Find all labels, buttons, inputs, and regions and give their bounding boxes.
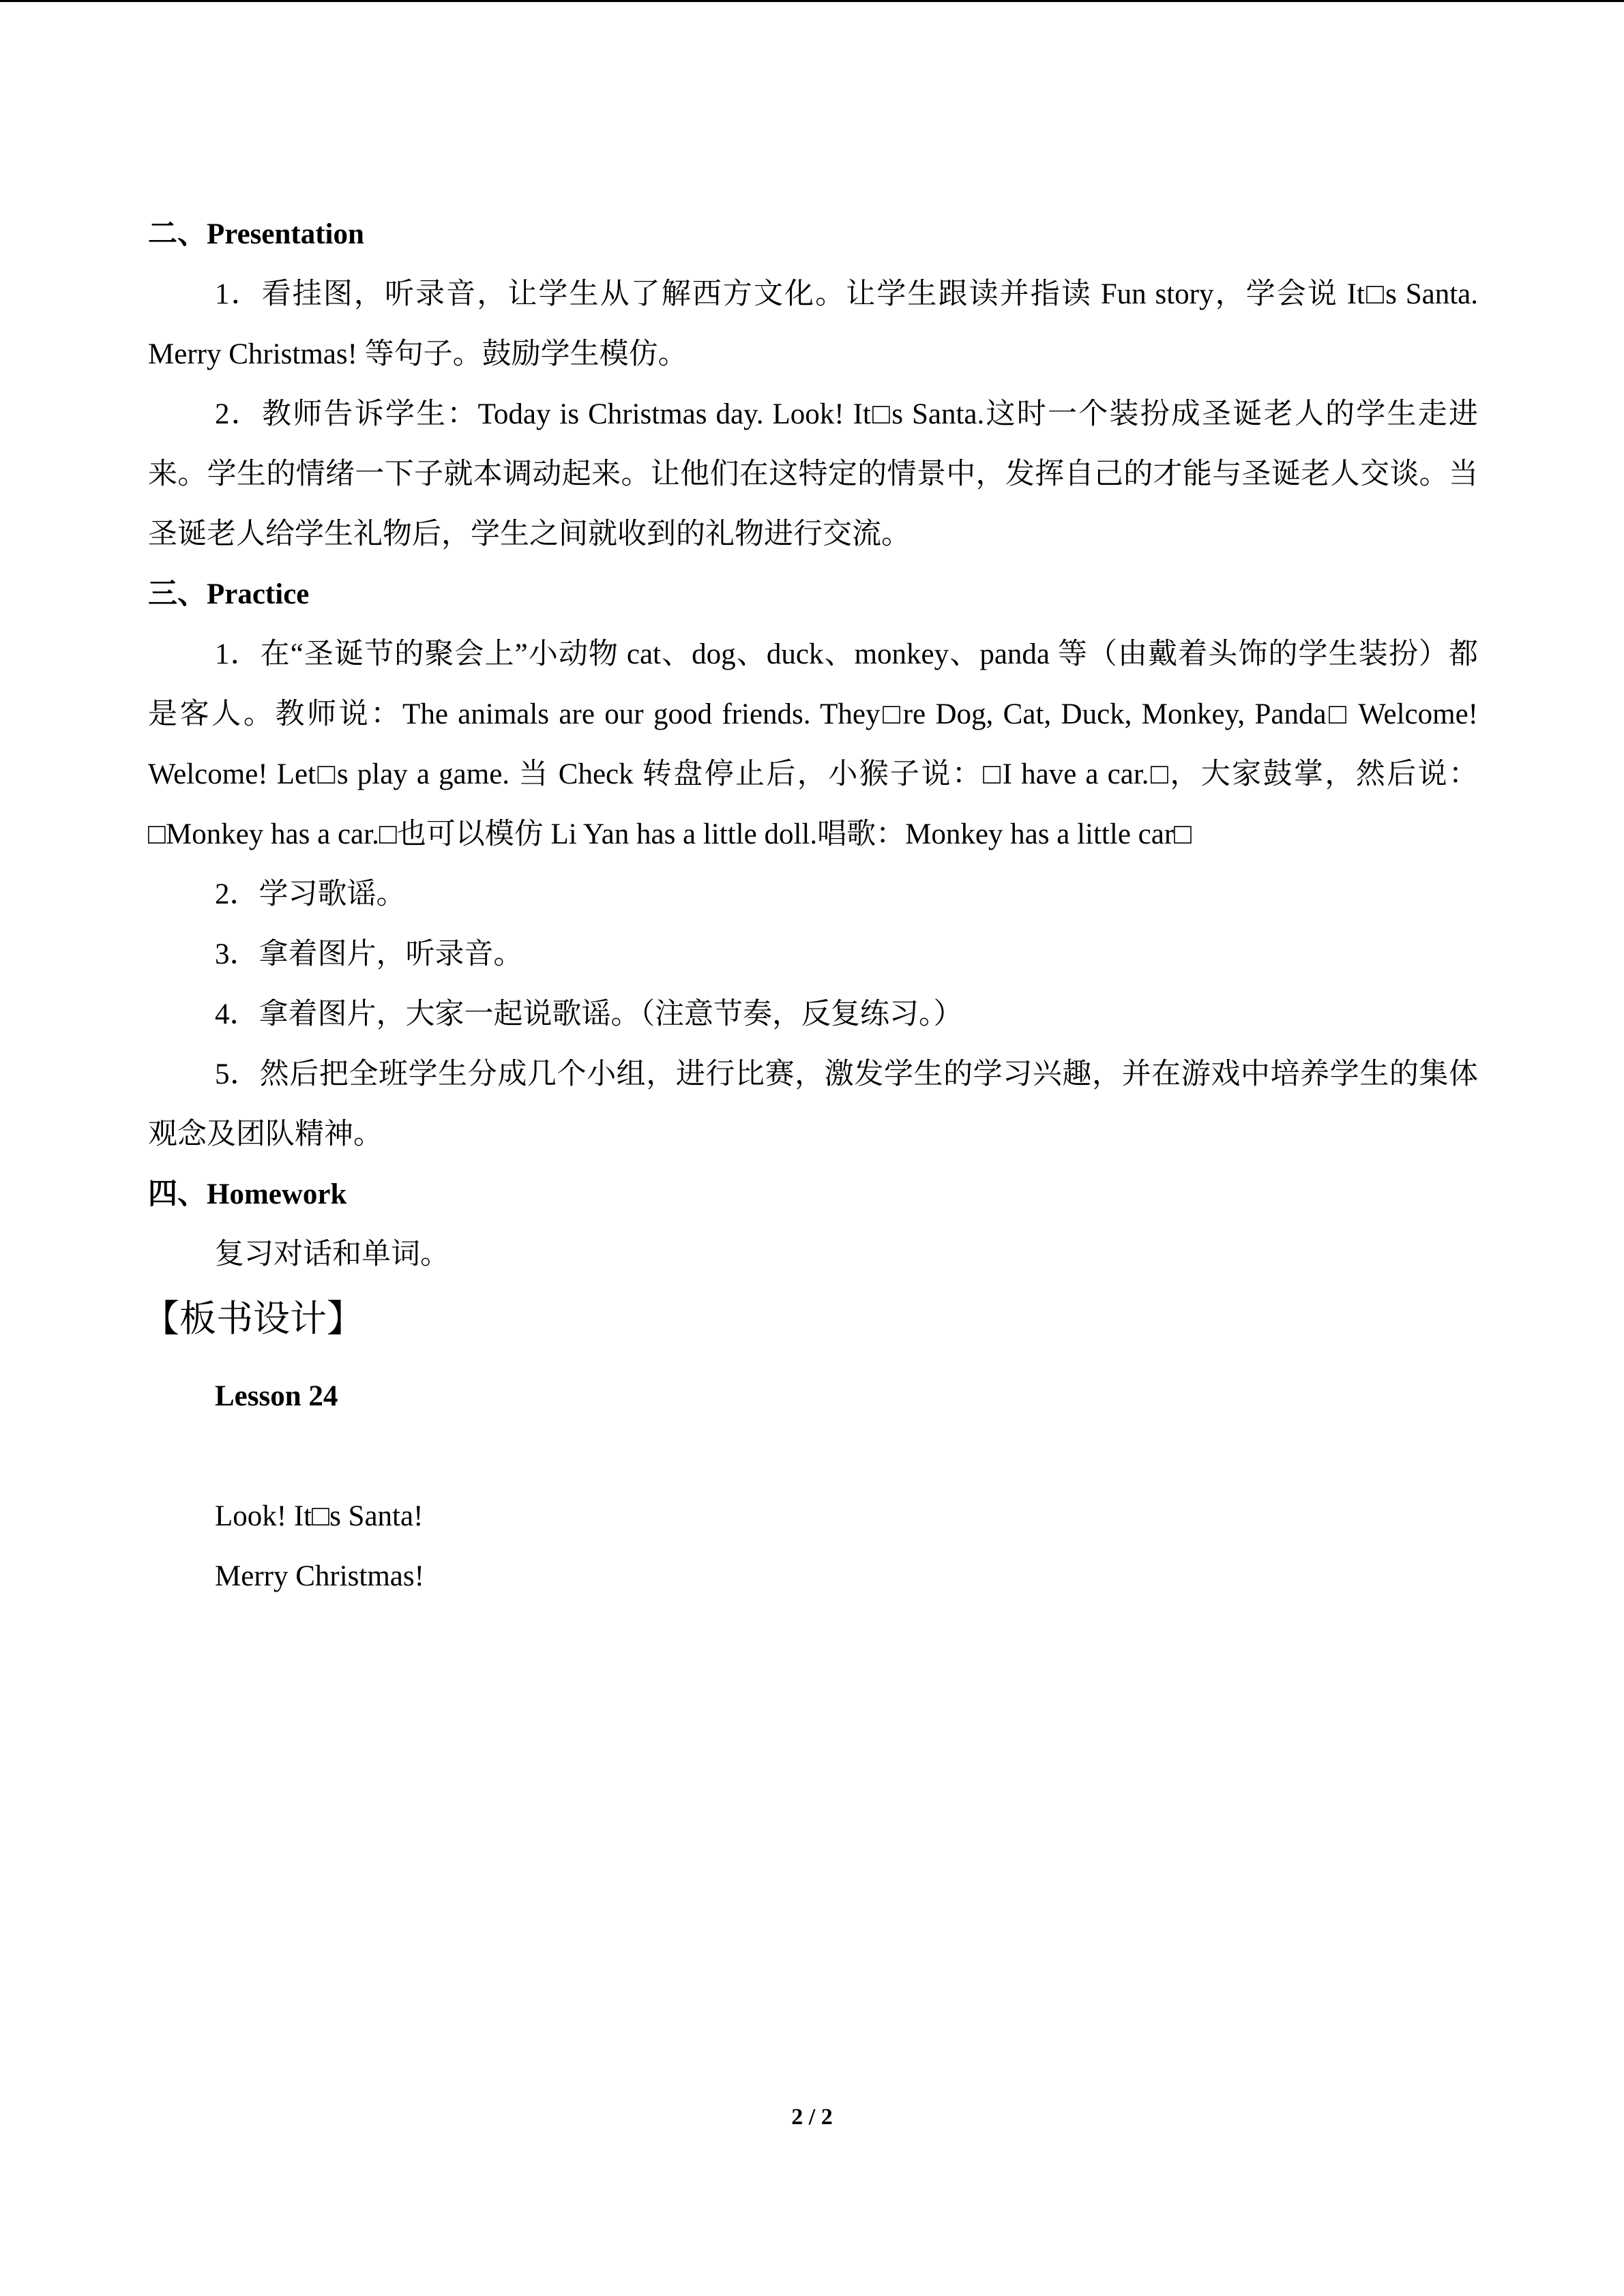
page-number: 2 / 2 bbox=[791, 2104, 833, 2130]
section-heading-presentation: 二、Presentation bbox=[148, 218, 364, 250]
spacer bbox=[148, 1427, 1478, 1487]
paragraph: 2．教师告诉学生：Today is Christmas day. Look! It□s Santa.这时一个装扮成圣诞老人的学生走进来。学生的情绪一下子就本调动起来。让他们在这特定的情景中，发挥自己的才能与圣诞老人交谈。当圣诞老人给学生礼物后，学生之间就收到的礼物进行交流。 bbox=[148, 398, 1478, 550]
top-border-line bbox=[0, 0, 1624, 2]
paragraph: 5．然后把全班学生分成几个小组，进行比赛，激发学生的学习兴趣，并在游戏中培养学生的集体观念及团队精神。 bbox=[148, 1058, 1478, 1150]
board-line: Look! It□s Santa! bbox=[215, 1500, 424, 1532]
paragraph: 1．看挂图，听录音，让学生从了解西方文化。让学生跟读并指读 Fun story，学会说 It□s Santa. Merry Christmas! 等句子。鼓励学生模仿。 bbox=[148, 278, 1478, 370]
paragraph: 1．在“圣诞节的聚会上”小动物 cat、dog、duck、monkey、panda 等（由戴着头饰的学生装扮）都是客人。教师说：The animals are our good friends. They□re Dog, Cat, Duck, Monkey, Panda□ Welcome! Welcome! Let□s play a game. 当 Check 转盘停止后，小猴子说：□I have a car.□，大家鼓掌，然后说：□Monkey has a car.□也可以模仿 Li Yan has a little doll.唱歌：Monkey has a little car□ bbox=[148, 638, 1478, 850]
paragraph: 2．学习歌谣。 bbox=[215, 878, 406, 910]
paragraph: 3．拿着图片，听录音。 bbox=[215, 938, 523, 970]
paragraph: 复习对话和单词。 bbox=[215, 1238, 449, 1270]
document-page bbox=[143, 205, 1478, 1607]
board-design-title: 【板书设计】 bbox=[143, 1298, 364, 1339]
paragraph: 4．拿着图片，大家一起说歌谣。（注意节奏，反复练习。） bbox=[215, 998, 963, 1030]
section-heading-homework: 四、Homework bbox=[148, 1178, 347, 1210]
board-line: Merry Christmas! bbox=[215, 1560, 424, 1592]
lesson-title: Lesson 24 bbox=[215, 1380, 338, 1412]
section-heading-practice: 三、Practice bbox=[148, 578, 310, 610]
